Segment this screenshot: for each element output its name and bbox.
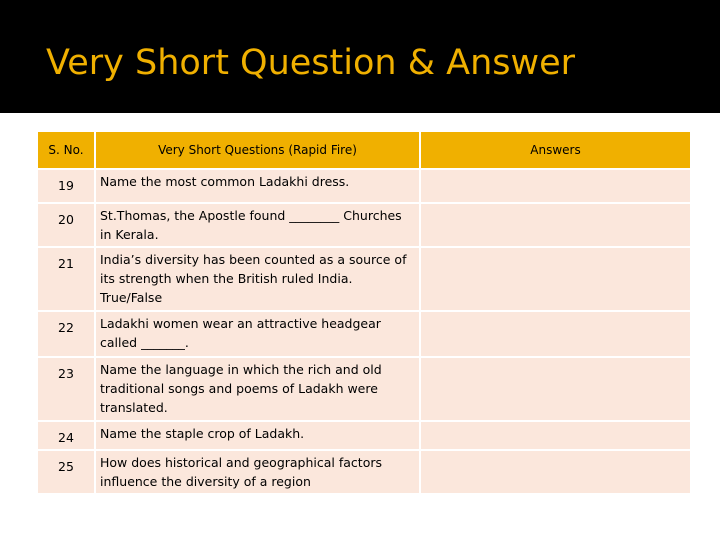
row-sno: 20 (38, 204, 94, 246)
row-question: Name the most common Ladakhi dress. (96, 170, 419, 202)
row-question: India’s diversity has been counted as a source of its strength when the British ruled India. True/False (96, 248, 419, 310)
row-question: Name the language in which the rich and old traditional songs and poems of Ladakh were translated. (96, 358, 419, 420)
row-sno: 24 (38, 422, 94, 449)
header-row (38, 132, 690, 168)
row-answer (421, 451, 690, 493)
table-row (38, 170, 690, 202)
row-answer (421, 422, 690, 449)
table-row (38, 422, 690, 449)
row-answer (421, 358, 690, 420)
table-row (38, 204, 690, 246)
row-answer (421, 248, 690, 310)
slide-title: Very Short Question & Answer (46, 43, 576, 83)
row-answer (421, 204, 690, 246)
row-question: Ladakhi women wear an attractive headgear called _______. (96, 312, 419, 356)
row-answer (421, 312, 690, 356)
row-answer (421, 170, 690, 202)
table-row (38, 358, 690, 420)
table-row (38, 248, 690, 310)
row-sno: 25 (38, 451, 94, 493)
header-answers: Answers (421, 132, 690, 168)
row-sno: 19 (38, 170, 94, 202)
row-sno: 21 (38, 248, 94, 310)
table-row (38, 312, 690, 356)
title-bar (0, 0, 720, 113)
row-sno: 22 (38, 312, 94, 356)
row-question: How does historical and geographical factors influence the diversity of a region (96, 451, 419, 493)
table-row (38, 451, 690, 493)
header-questions: Very Short Questions (Rapid Fire) (96, 132, 419, 168)
header-sno: S. No. (38, 132, 94, 168)
row-sno: 23 (38, 358, 94, 420)
question-table (36, 130, 692, 495)
row-question: St.Thomas, the Apostle found ________ Churches in Kerala. (96, 204, 419, 246)
row-question: Name the staple crop of Ladakh. (96, 422, 419, 449)
